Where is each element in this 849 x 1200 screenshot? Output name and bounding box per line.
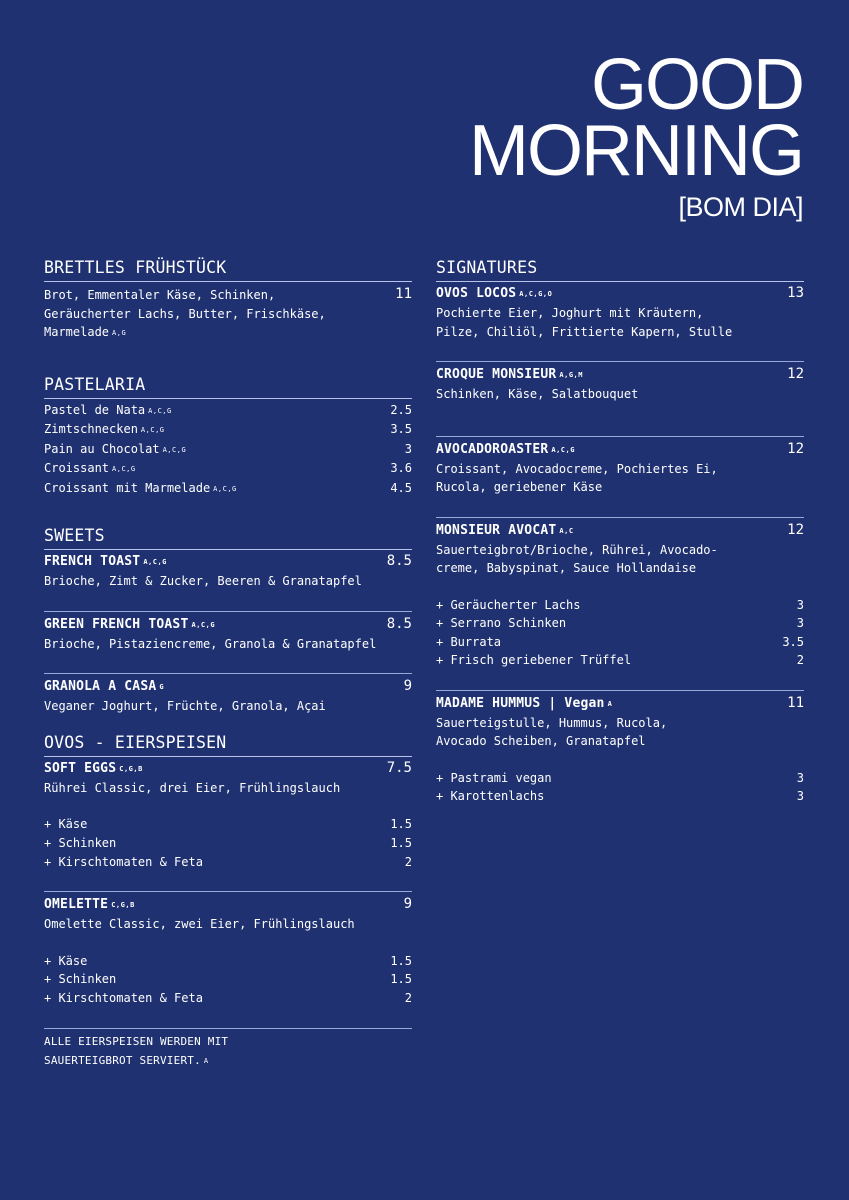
section-pastelaria bbox=[44, 373, 412, 499]
item-price: 12 bbox=[787, 366, 804, 382]
extra-item: + Frisch geriebener Trüffel 2 bbox=[436, 653, 804, 668]
extra-item: + Burrata 3.5 bbox=[436, 634, 804, 649]
menu-item: FRENCH TOAST A,C,G 8.5 Brioche, Zimt & Zucker, Beeren & Granatapfel bbox=[44, 553, 412, 589]
item-price: 11 bbox=[395, 286, 412, 302]
footnote: ALLE EIERSPEISEN WERDEN MIT SAUERTEIGBROT SERVIERT. A bbox=[44, 1034, 229, 1067]
menu-item: CROQUE MONSIEUR A,G,M 12 Schinken, Käse, Salatbouquet bbox=[436, 366, 804, 401]
list-item: Croissant mit Marmelade A,C,G 4.5 bbox=[44, 480, 412, 495]
menu-item: OVOS LOCOS A,C,G,O 13 Pochierte Eier, Joghurt mit Kräutern, Pilze, Chiliöl, Frittierte Kapern, Stulle bbox=[436, 285, 804, 339]
extra-item: + Kirschtomaten & Feta 2 bbox=[44, 990, 412, 1005]
divider bbox=[436, 517, 804, 518]
item-price: 12 bbox=[787, 440, 804, 457]
menu-title bbox=[469, 45, 803, 222]
section-title: SIGNATURES bbox=[436, 256, 804, 282]
section-brettles bbox=[44, 256, 412, 343]
menu-item: AVOCADOROASTER A,C,G 12 Croissant, Avocadocreme, Pochiertes Ei, Rucola, geriebener Käse bbox=[436, 440, 804, 494]
left-column bbox=[44, 256, 412, 1071]
divider bbox=[436, 690, 804, 691]
extra-item: + Schinken 1.5 bbox=[44, 972, 412, 987]
extra-item: + Käse 1.5 bbox=[44, 953, 412, 968]
menu-item: MADAME HUMMUS | Vegan A 11 Sauerteigstulle, Hummus, Rucola, Avocado Scheiben, Granatapfel bbox=[436, 694, 804, 749]
extra-item: + Käse 1.5 bbox=[44, 817, 412, 832]
section-title: OVOS - EIERSPEISEN bbox=[44, 731, 412, 757]
menu-item: GRANOLA A CASA G 9 Veganer Joghurt, Früchte, Granola, Açai bbox=[44, 678, 412, 714]
divider bbox=[436, 361, 804, 362]
menu-item bbox=[44, 286, 412, 343]
divider bbox=[44, 891, 412, 892]
item-price: 8.5 bbox=[386, 615, 412, 632]
divider bbox=[44, 1028, 412, 1029]
list-item: Zimtschnecken A,C,G 3.5 bbox=[44, 422, 412, 437]
extra-item: + Karottenlachs 3 bbox=[436, 789, 804, 804]
extra-item: + Kirschtomaten & Feta 2 bbox=[44, 854, 412, 869]
menu-item: MONSIEUR AVOCAT A,C 12 Sauerteigbrot/Brioche, Rührei, Avocado- creme, Babyspinat, Sauce Hollandaise bbox=[436, 521, 804, 575]
item-price: 7.5 bbox=[386, 759, 412, 776]
extra-item: + Schinken 1.5 bbox=[44, 836, 412, 851]
menu-item: OMELETTE C,G,B 9 Omelette Classic, zwei Eier, Frühlingslauch bbox=[44, 896, 412, 932]
item-price: 9 bbox=[403, 896, 412, 913]
item-desc-line: Marmelade A,G bbox=[44, 325, 127, 339]
list-item: Croissant A,C,G 3.6 bbox=[44, 461, 412, 476]
extra-item: + Geräucherter Lachs 3 bbox=[436, 597, 804, 612]
item-price: 8.5 bbox=[386, 553, 412, 570]
section-title: SWEETS bbox=[44, 524, 412, 550]
item-desc-line: Geräucherter Lachs, Butter, Frischkäse, bbox=[44, 306, 326, 321]
section-title: PASTELARIA bbox=[44, 373, 412, 399]
item-price: 11 bbox=[787, 694, 804, 711]
item-desc-line: Brot, Emmentaler Käse, Schinken, bbox=[44, 288, 276, 302]
section-ovos bbox=[44, 731, 412, 1071]
section-sweets bbox=[44, 524, 412, 716]
list-item: Pastel de Nata A,C,G 2.5 bbox=[44, 402, 412, 417]
right-column bbox=[436, 256, 804, 806]
extra-item: + Serrano Schinken 3 bbox=[436, 616, 804, 631]
title-line-1: GOOD bbox=[590, 45, 803, 125]
allergen-codes: A,G bbox=[112, 329, 127, 337]
menu-item: GREEN FRENCH TOAST A,C,G 8.5 Brioche, Pistaziencreme, Granola & Granatapfel bbox=[44, 615, 412, 651]
section-title: BRETTLES FRÜHSTÜCK bbox=[44, 256, 412, 282]
item-price: 12 bbox=[787, 521, 804, 538]
extra-item: + Pastrami vegan 3 bbox=[436, 770, 804, 785]
divider bbox=[436, 436, 804, 437]
item-price: 9 bbox=[403, 678, 412, 695]
title-subtitle: [BOM DIA] bbox=[678, 192, 803, 222]
item-price: 13 bbox=[787, 285, 804, 301]
title-line-2: MORNING bbox=[469, 111, 803, 191]
list-item: Pain au Chocolat A,C,G 3 bbox=[44, 441, 412, 456]
menu-item: SOFT EGGS C,G,B 7.5 Rührei Classic, drei Eier, Frühlingslauch bbox=[44, 759, 412, 795]
divider bbox=[44, 611, 412, 612]
divider bbox=[44, 673, 412, 674]
